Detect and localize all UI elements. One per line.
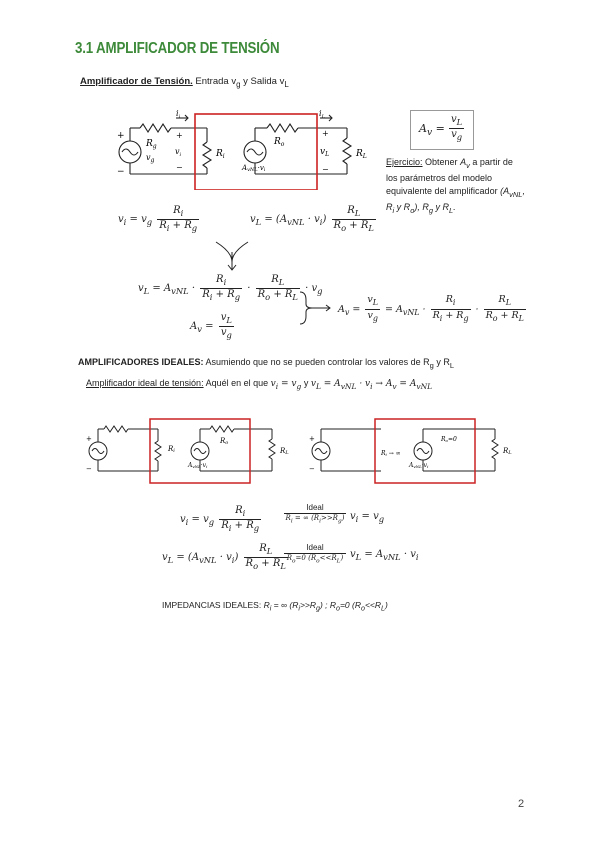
amplifier-circuit-diagram xyxy=(112,108,402,190)
eq5-f2n-sub: L xyxy=(505,297,511,307)
eq7-cond-sub2: o xyxy=(316,558,320,565)
eq7-rhs-eq: = A xyxy=(361,549,384,560)
impedances-ro-val: =0 (R xyxy=(339,600,361,610)
equation-av-final xyxy=(338,294,528,325)
eq7-den: R xyxy=(245,558,254,569)
ideal-impedances xyxy=(162,600,388,613)
eq6-rhs xyxy=(350,511,384,524)
gain-definition-box: $A_v$ = $\frac{v_L}{v_g}$ xyxy=(410,110,474,150)
equation-av xyxy=(190,312,236,341)
eq5-dot: · xyxy=(419,303,426,315)
eq3-fraction1 xyxy=(200,274,242,303)
eq5-dot2: · xyxy=(472,303,479,315)
eq7-cond: R xyxy=(286,554,293,562)
eq5-fraction2 xyxy=(484,294,526,325)
section-subtitle xyxy=(80,76,289,89)
impedances-ro-sub2: o xyxy=(361,604,365,613)
eq3-fraction2 xyxy=(256,274,300,303)
equation-vi xyxy=(118,205,201,234)
eq1-num: R xyxy=(173,205,181,216)
eq7-rhs-sub: L xyxy=(355,552,362,562)
eq5-eq: = xyxy=(352,303,361,315)
eq5-fraction0 xyxy=(365,294,380,325)
eq7-cond-val: =0 (R xyxy=(295,554,317,562)
ideal-right-ri: Ri → ∞ xyxy=(381,450,401,457)
eq5-f1d-sub: i xyxy=(439,313,443,323)
boxed-num-sub: L xyxy=(456,117,463,127)
eq3-f1d-sub2: g xyxy=(234,292,241,302)
ideal-def-f3: A xyxy=(385,379,393,389)
label-ro: $R_o$ xyxy=(274,137,285,148)
boxed-num: v xyxy=(451,114,457,125)
eq5-n1: v xyxy=(367,294,373,305)
eq7-cond-lt: <<R xyxy=(319,554,337,562)
impedances-sep: ) ; R xyxy=(319,600,337,610)
exercise-rg-sub: g xyxy=(428,205,434,215)
eq1-fraction xyxy=(157,205,199,234)
exercise-av-sub: v xyxy=(466,160,470,170)
eq3-f1n-sub: i xyxy=(223,277,227,287)
ideal-def-f2-sub: L xyxy=(315,381,321,391)
boxed-lhs: A xyxy=(419,122,427,135)
eq5-n1-sub: L xyxy=(372,297,379,307)
eq6-num: R xyxy=(235,505,243,516)
eq2-mid: · v xyxy=(304,214,320,225)
eq3-f1d-sub: i xyxy=(209,292,213,302)
eq3-f1d: R xyxy=(202,289,210,300)
eq5-f2d: R xyxy=(485,309,493,321)
eq2-num-sub: L xyxy=(354,208,361,218)
impedances-gt: >>R xyxy=(299,600,317,610)
ideal-left-rl: RL xyxy=(280,447,289,456)
boxed-lhs-sub: v xyxy=(426,127,433,139)
label-vg: $v_g$ xyxy=(146,153,155,164)
ideal-def-label: Amplificador ideal de tensión: xyxy=(86,378,204,388)
eq6-den-sub2: g xyxy=(253,523,260,533)
exercise-y: y R xyxy=(433,201,450,212)
amplifier-highlight-box xyxy=(195,114,317,190)
eq7-den-sub: o xyxy=(253,561,259,571)
eq6-cond-end: ) xyxy=(341,514,345,522)
eq5-eq2-sub: vNL xyxy=(402,307,420,317)
ideal-def-f3-sub: v xyxy=(392,381,397,391)
subtitle-bold: Amplificador de Tensión. xyxy=(80,76,193,87)
impedances-label: IMPEDANCIAS IDEALES: xyxy=(162,600,262,610)
eq3-dot2: · xyxy=(244,283,251,294)
exercise-params-sub: vNL xyxy=(509,189,523,199)
eq7-rhs xyxy=(350,549,419,562)
eq7-rhs-eq-sub: vNL xyxy=(383,552,401,562)
exercise-ri-sub: i xyxy=(392,205,395,215)
label-vl: $v_L$ xyxy=(320,147,330,158)
label-rg: $R_g$ xyxy=(146,139,157,150)
eq6-eq: = v xyxy=(191,514,209,525)
eq7-num: R xyxy=(259,543,267,554)
page-number: 2 xyxy=(518,798,525,810)
eq3-f2n: R xyxy=(271,274,279,285)
ideal-def-text: Aquél en el que xyxy=(203,378,269,388)
eq6-ideal-arrow xyxy=(284,503,346,524)
eq5-f2d-sub2: L xyxy=(518,313,524,323)
eq5-f2d-plus: + R xyxy=(497,309,519,321)
boxed-den: v xyxy=(451,129,457,140)
label-ii: $i_i$ xyxy=(176,109,181,120)
ideal-left-plus: + xyxy=(86,435,92,443)
eq2-eq: = (A xyxy=(264,214,288,225)
eq4-fraction xyxy=(219,312,234,341)
eq7-num-sub: L xyxy=(266,546,273,556)
ideal-def-arrow: → xyxy=(372,379,386,389)
ideal-circuit-left xyxy=(82,415,297,485)
eq1-den: R xyxy=(159,220,167,231)
subtitle-text: Entrada v xyxy=(195,76,237,87)
eq3-f2d: R xyxy=(257,289,266,300)
impedances-ro-sub3: L xyxy=(381,604,385,613)
label-avnl-vi: AvNL·vi xyxy=(242,164,266,173)
vl-plus: + xyxy=(322,129,329,138)
eq6-num-sub: i xyxy=(242,508,246,518)
exercise-note xyxy=(386,156,526,216)
ideal-left-ri: Ri xyxy=(168,445,175,454)
eq7-mid-sub: i xyxy=(231,555,235,565)
ideal-def-f2-eq: = A xyxy=(320,379,341,389)
ideal-heading-rest: Asumiendo que no se pueden controlar los valores de R xyxy=(203,357,430,367)
ideal-def-f2: v xyxy=(310,379,316,389)
eq4-num: v xyxy=(220,312,227,323)
subtitle-sub-l: L xyxy=(284,79,289,89)
impedances-ri-sub3: g xyxy=(316,604,320,613)
exercise-rl-sub: L xyxy=(449,205,454,215)
eq6-cond: R xyxy=(285,514,291,522)
eq6-fraction xyxy=(219,505,261,534)
bracket-arrow xyxy=(298,290,334,326)
eq6-rhs-eq-sub: g xyxy=(378,514,385,524)
eq5-d1-sub: g xyxy=(372,313,378,323)
eq3-f1n: R xyxy=(216,274,224,285)
eq2-num: R xyxy=(347,205,355,216)
eq3-f2d-sub: o xyxy=(265,292,271,302)
eq2-den: R xyxy=(333,220,342,231)
eq6-rhs-eq: = v xyxy=(358,511,379,522)
eq7-lhs: v xyxy=(162,552,168,563)
eq5-d1: v xyxy=(367,309,373,321)
ideal-heading-sub-l: L xyxy=(449,360,455,370)
impedances-ri: R xyxy=(263,600,270,610)
ideal-left-avnl: AvNL·vi xyxy=(188,462,208,469)
eq3-f2d-plus: + R xyxy=(270,289,293,300)
label-rl: $R_L$ xyxy=(356,149,367,160)
impedances-ro-sub: o xyxy=(336,604,340,613)
eq3-f1d-plus: + R xyxy=(212,289,235,300)
eq1-eq-sub: g xyxy=(146,217,153,227)
eq7-close: ) xyxy=(234,552,239,563)
eq1-eq: = v xyxy=(129,214,147,225)
eq7-cond-end: ) xyxy=(340,554,344,562)
eq1-num-sub: i xyxy=(180,208,184,218)
ideal-right-plus: + xyxy=(309,435,315,443)
eq7-fraction xyxy=(244,543,288,572)
eq7-rhs-dot-sub: i xyxy=(415,552,419,562)
eq6-cond-sub: i xyxy=(290,518,293,525)
eq4-den: v xyxy=(220,327,227,338)
ideal-def-f2-dot-sub: i xyxy=(370,381,373,391)
eq7-den-sub2: L xyxy=(280,561,286,571)
eq5-f1d: R xyxy=(432,309,440,321)
eq6-eq-sub: g xyxy=(208,517,215,527)
ideal-left-ro: Ro xyxy=(220,437,229,446)
subtitle-sub-g: g xyxy=(236,79,241,89)
exercise-and: y R xyxy=(394,201,411,212)
eq4-eq: = xyxy=(205,321,214,332)
ideal-heading-bold: AMPLIFICADORES IDEALES: xyxy=(78,357,204,367)
eq3-eq-sub: vNL xyxy=(171,286,189,296)
eq7-ideal-arrow xyxy=(284,543,346,564)
eq7-eq: = (A xyxy=(176,552,200,563)
ideal-def-f3-eq: = A xyxy=(396,379,417,389)
eq2-eq-sub: vNL xyxy=(287,217,305,227)
impedances-ri-sub: i xyxy=(269,604,272,613)
eq7-eq-sub: vNL xyxy=(199,555,217,565)
eq1-lhs: v xyxy=(118,214,124,225)
ideal-def-f2-dot: · v xyxy=(356,379,371,389)
ideal-right-avnl: AvNL·vi xyxy=(409,462,429,469)
ideal-def-f2-eq-sub: vNL xyxy=(340,381,357,391)
ideal-heading xyxy=(78,357,454,370)
merge-arrow xyxy=(212,240,252,274)
eq5-f2d-sub: o xyxy=(492,313,498,323)
eq6-lhs-sub: i xyxy=(185,517,189,527)
eq7-cond-sub: o xyxy=(292,558,296,565)
impedances-ri-val: = ∞ (R xyxy=(271,600,299,610)
eq2-mid-sub: i xyxy=(319,217,323,227)
exercise-tail: ), R xyxy=(414,201,429,212)
eq7-den-plus: + R xyxy=(258,558,281,569)
eq6-cond-gt: >>R xyxy=(320,514,338,522)
exercise-label: Ejercicio: xyxy=(386,157,423,167)
eq4-den-sub: g xyxy=(226,330,232,340)
ideal-def-f1: v xyxy=(270,379,276,389)
ideal-left-minus: − xyxy=(86,465,92,473)
ideal-definition xyxy=(86,378,432,391)
ideal-def-f1-eq: = v xyxy=(278,379,297,389)
eq1-lhs-sub: i xyxy=(123,217,127,227)
eq5-f1n-sub: i xyxy=(452,297,456,307)
minus-sign: − xyxy=(117,167,125,177)
ideal-def-f1-eq-sub: g xyxy=(296,381,302,391)
impedances-ri-sub2: i xyxy=(298,604,300,613)
eq2-close: ) xyxy=(322,214,327,225)
eq6-lhs: v xyxy=(180,514,186,525)
eq1-den-plus: + R xyxy=(169,220,192,231)
eq7-lhs-sub: L xyxy=(167,555,174,565)
eq5-f1n: R xyxy=(445,294,453,305)
eq3-eq: = A xyxy=(152,283,172,294)
eq5-lhs: A xyxy=(338,303,345,315)
eq4-lhs: A xyxy=(190,321,198,332)
exercise-params-rest: , R xyxy=(386,185,525,212)
exercise-params: (A xyxy=(500,185,510,196)
ideal-right-rl: RL xyxy=(503,447,512,456)
eq5-f2n: R xyxy=(498,294,506,305)
eq6-den-plus: + R xyxy=(231,520,254,531)
equation-vl-expanded xyxy=(138,274,322,303)
eq3-f2d-sub2: L xyxy=(292,292,298,302)
subtitle-mid: y Salida v xyxy=(240,76,285,87)
eq1-den-sub2: g xyxy=(191,223,198,233)
eq6-rhs-v: v xyxy=(350,511,356,522)
ideal-def-f3-eq-sub: vNL xyxy=(416,381,433,391)
vl-minus: − xyxy=(322,165,329,174)
exercise-text2: a partir de los parámetros del modelo equivalente del amplificador xyxy=(386,157,513,196)
equation-ideal-vl xyxy=(162,543,293,572)
ideal-right-ro: Ro=0 xyxy=(441,436,457,443)
eq4-lhs-sub: v xyxy=(197,324,202,334)
eq7-mid: · v xyxy=(216,552,232,563)
ideal-def-y: y xyxy=(301,378,311,388)
eq3-tail: · v xyxy=(301,283,318,294)
eq3-tail-sub: g xyxy=(317,286,323,296)
ideal-def-f1-sub: i xyxy=(275,381,279,391)
eq3-lhs: v xyxy=(138,283,144,294)
eq6-cond-val: = ∞ (R xyxy=(292,514,320,522)
ideal-heading-y: y R xyxy=(433,357,450,367)
eq3-lhs-sub: L xyxy=(143,286,150,296)
eq6-rhs-sub: i xyxy=(355,514,359,524)
eq6-den-sub: i xyxy=(228,523,232,533)
exercise-ro-sub: o xyxy=(410,205,415,215)
plus-sign: + xyxy=(117,131,125,141)
equation-ideal-vi xyxy=(180,505,263,534)
eq6-den: R xyxy=(221,520,229,531)
eq2-den-sub: o xyxy=(341,223,347,233)
eq1-den-sub: i xyxy=(166,223,170,233)
exercise-av: A xyxy=(460,157,467,167)
label-il: $i_L$ xyxy=(319,109,325,120)
page-title: 3.1 AMPLIFICADOR DE TENSIÓN xyxy=(75,40,280,57)
eq2-fraction xyxy=(332,205,376,234)
eq7-arrow-label: Ideal xyxy=(306,543,324,552)
eq3-f2n-sub: L xyxy=(278,277,285,287)
label-vi: $v_i$ xyxy=(175,147,182,158)
eq4-num-sub: L xyxy=(226,315,232,325)
ideal-right-minus: − xyxy=(309,465,315,473)
eq6-arrow-line xyxy=(284,513,346,514)
vi-minus: − xyxy=(176,163,183,172)
label-ri: $R_i$ xyxy=(216,149,225,160)
equation-vl xyxy=(250,205,378,234)
impedances-lt: <<R xyxy=(364,600,382,610)
exercise-end: . xyxy=(453,201,456,212)
eq5-f1d-sub2: g xyxy=(463,313,469,323)
ideal-heading-sub-g: g xyxy=(429,360,434,370)
eq7-cond-sub3: L xyxy=(336,558,341,565)
eq2-lhs: v xyxy=(250,214,256,225)
eq2-den-plus: + R xyxy=(346,220,369,231)
eq6-arrow-label: Ideal xyxy=(306,503,324,512)
eq6-cond-sub2: i xyxy=(319,518,321,525)
eq5-lhs-sub: v xyxy=(344,307,350,317)
boxed-den-sub: g xyxy=(456,132,463,142)
eq6-cond-sub3: g xyxy=(337,518,342,525)
eq5-f1d-plus: + R xyxy=(442,309,464,321)
vi-plus: + xyxy=(176,131,183,140)
boxed-fraction xyxy=(449,114,464,143)
eq5-fraction1 xyxy=(431,294,471,325)
eq7-rhs-dot: · v xyxy=(400,549,416,560)
eq2-lhs-sub: L xyxy=(255,217,262,227)
impedances-end: ) xyxy=(384,600,388,610)
eq3-dot: · xyxy=(188,283,196,294)
exercise-text1: Obtener xyxy=(425,157,458,167)
eq5-eq2: = A xyxy=(385,303,403,315)
eq7-rhs-v: v xyxy=(350,549,356,560)
ideal-circuit-right xyxy=(305,415,520,485)
eq2-den-sub2: L xyxy=(368,223,374,233)
